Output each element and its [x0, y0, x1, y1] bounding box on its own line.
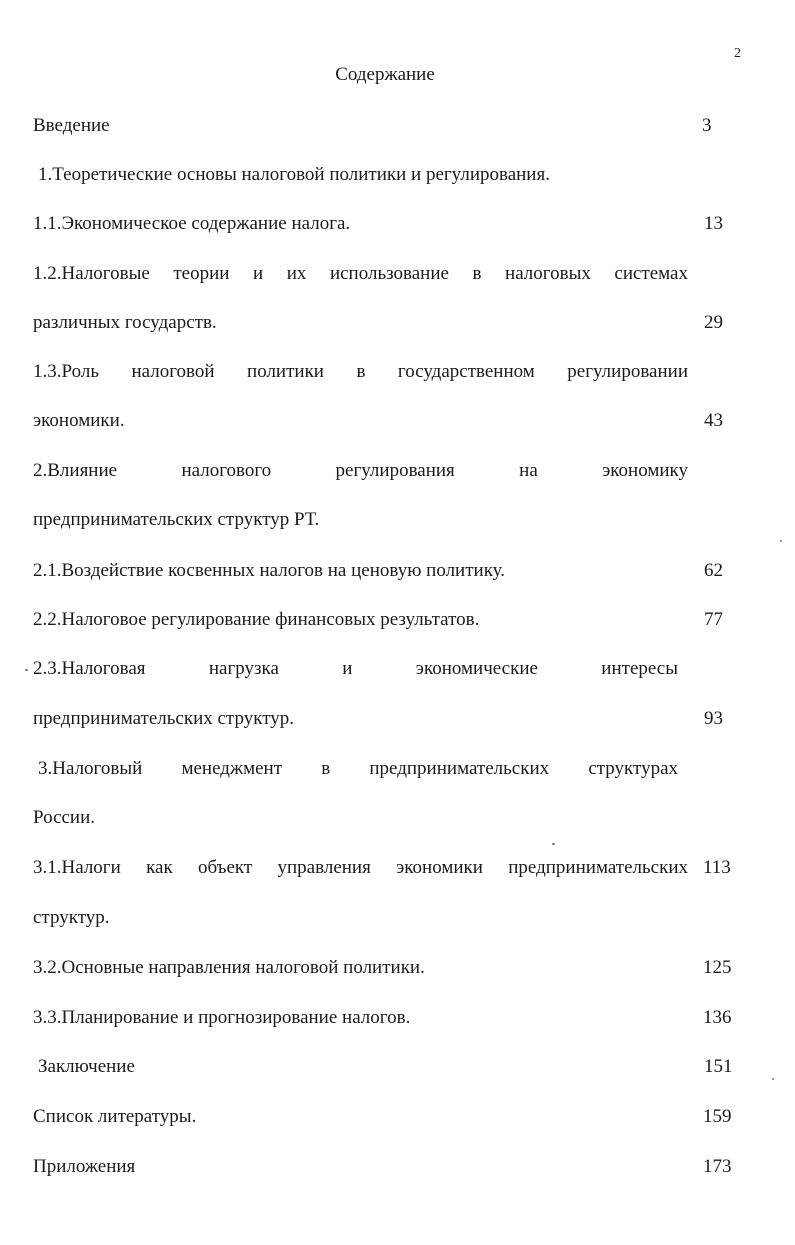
toc-page-2-3: 93	[704, 708, 723, 729]
toc-entry-1-3-line2: экономики.	[33, 410, 125, 431]
toc-entry-3-2: 3.2.Основные направления налоговой политики.	[33, 957, 425, 978]
toc-entry-3-1-line1: 3.1.Налоги как объект управления экономики предпринимательских	[33, 857, 688, 878]
toc-page-conclusion: 151	[704, 1056, 733, 1077]
toc-entry-chapter-2-line1: 2.Влияние налогового регулирования на экономику	[33, 460, 688, 481]
scan-speck	[552, 843, 555, 845]
toc-page-3-1: 113	[703, 857, 731, 878]
toc-entry-conclusion: Заключение	[38, 1056, 135, 1077]
toc-entry-1-1: 1.1.Экономическое содержание налога.	[33, 213, 351, 234]
toc-entry-chapter-2-line2: предпринимательских структур РТ.	[33, 509, 320, 530]
page-title: Содержание	[335, 64, 435, 85]
toc-entry-intro: Введение	[33, 115, 110, 136]
toc-page-references: 159	[703, 1106, 732, 1127]
toc-page-2-2: 77	[704, 609, 723, 630]
toc-entry-1-3-line1: 1.3.Роль налоговой политики в государственном регулировании	[33, 361, 688, 382]
toc-entry-chapter-1: 1.Теоретические основы налоговой политики и регулирования.	[38, 164, 550, 185]
scan-speck	[25, 669, 28, 671]
toc-entry-3-1-line2: структур.	[33, 907, 110, 928]
toc-entry-2-1: 2.1.Воздействие косвенных налогов на ценовую политику.	[33, 560, 506, 581]
toc-entry-chapter-3-line2: России.	[33, 807, 96, 828]
page-number: 2	[734, 46, 741, 61]
toc-entry-2-2: 2.2.Налоговое регулирование финансовых результатов.	[33, 609, 480, 630]
scan-speck	[772, 1078, 774, 1080]
toc-page-intro: 3	[702, 115, 712, 136]
toc-page-1-2: 29	[704, 312, 723, 333]
toc-entry-appendices: Приложения	[33, 1156, 136, 1177]
toc-entry-1-2-line1: 1.2.Налоговые теории и их использование в налоговых системах	[33, 263, 688, 284]
toc-page-3-2: 125	[703, 957, 732, 978]
toc-entry-references: Список литературы.	[33, 1106, 197, 1127]
toc-page-1-1: 13	[704, 213, 723, 234]
toc-page-2-1: 62	[704, 560, 723, 581]
toc-entry-2-3-line1: 2.3.Налоговая нагрузка и экономические интересы	[33, 658, 678, 679]
toc-page-1-3: 43	[704, 410, 723, 431]
toc-entry-2-3-line2: предпринимательских структур.	[33, 708, 294, 729]
scan-speck	[780, 540, 782, 542]
toc-page-appendices: 173	[703, 1156, 732, 1177]
toc-entry-1-2-line2: различных государств.	[33, 312, 217, 333]
toc-page-3-3: 136	[703, 1007, 732, 1028]
toc-entry-chapter-3-line1: 3.Налоговый менеджмент в предпринимательских структурах	[38, 758, 678, 779]
toc-entry-3-3: 3.3.Планирование и прогнозирование налогов.	[33, 1007, 411, 1028]
